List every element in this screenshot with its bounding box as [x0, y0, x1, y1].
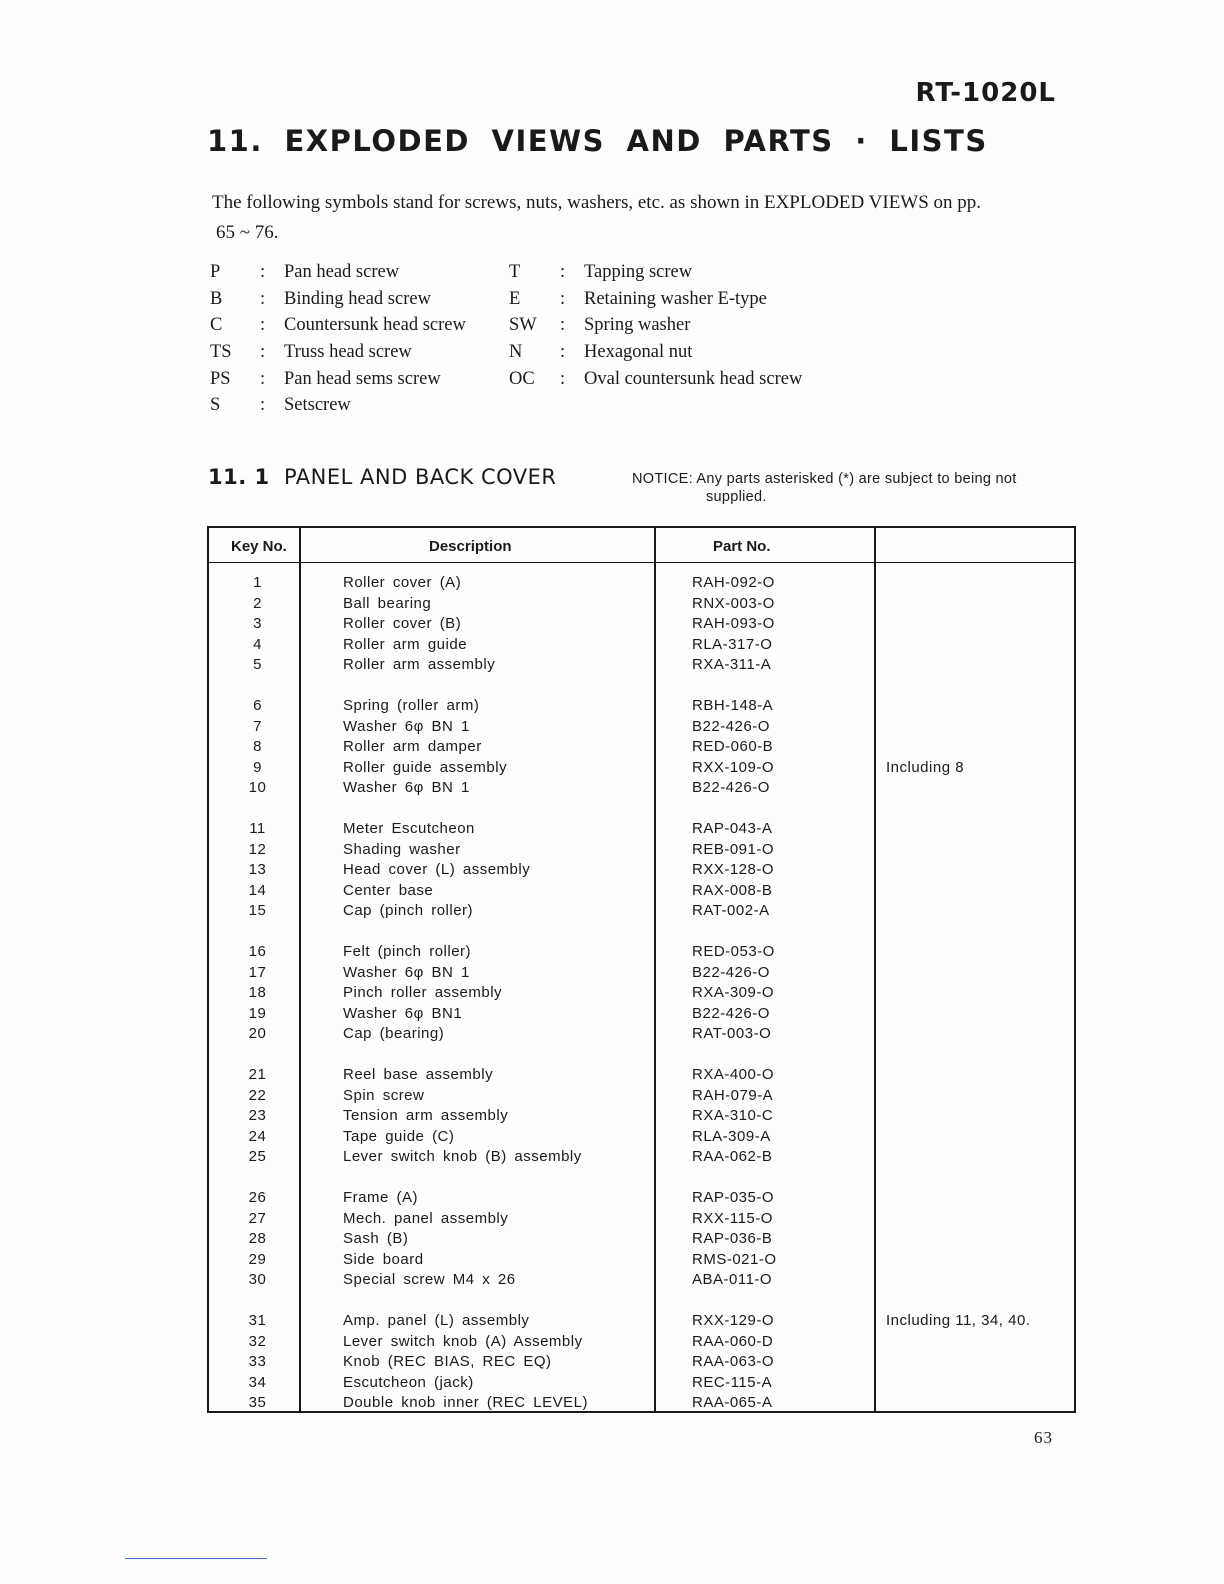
key-no: 19 [248, 1004, 267, 1022]
section-title [208, 465, 557, 489]
part-no: RAA-063-O [692, 1353, 775, 1370]
table-row [209, 595, 1074, 615]
description: Meter Escutcheon [343, 820, 475, 837]
table-row [209, 1353, 1074, 1373]
description: Washer 6φ BN 1 [343, 963, 470, 981]
part-no: RED-060-B [692, 738, 774, 755]
symbol-name: Pan head sems screw [284, 368, 441, 389]
table-row [209, 1210, 1074, 1230]
table-row [209, 820, 1074, 840]
part-no: RXA-311-A [692, 656, 772, 673]
table-row [209, 1312, 1074, 1332]
part-no: B22-426-O [692, 717, 770, 735]
symbol-colon: : [260, 288, 266, 309]
description: Tape guide (C) [343, 1127, 455, 1145]
part-no: RMS-021-O [692, 1250, 777, 1268]
description: Roller cover (B) [343, 615, 462, 632]
part-no: RAA-060-D [692, 1332, 774, 1350]
description: Washer 6φ BN 1 [343, 717, 470, 735]
part-no: RLA-309-A [692, 1127, 771, 1145]
table-row [209, 636, 1074, 656]
symbol-legend [210, 262, 910, 422]
key-no: 12 [248, 840, 267, 858]
table-row [209, 861, 1074, 881]
key-no: 17 [248, 963, 267, 981]
table-row [209, 1025, 1074, 1045]
part-no: RXX-109-O [692, 758, 775, 776]
part-no: RED-053-O [692, 943, 775, 960]
symbol-row [210, 262, 910, 289]
part-no: RXX-128-O [692, 861, 775, 878]
table-row [209, 841, 1074, 861]
table-row [209, 718, 1074, 738]
part-no: RAH-093-O [692, 615, 775, 632]
symbol-row [210, 315, 910, 342]
key-no: 9 [253, 758, 262, 776]
part-no: RAA-065-A [692, 1394, 773, 1411]
key-no: 16 [248, 943, 267, 960]
key-no: 23 [248, 1107, 267, 1124]
symbol-name: Truss head screw [284, 342, 412, 363]
model-number: RT-1020L [915, 78, 1056, 108]
symbol-name: Countersunk head screw [284, 315, 466, 336]
symbol-colon: : [260, 395, 266, 416]
description: Cap (bearing) [343, 1025, 445, 1042]
key-no: 21 [248, 1066, 267, 1083]
table-row [209, 1230, 1074, 1250]
description: Lever switch knob (A) Assembly [343, 1332, 583, 1350]
part-no: RAP-036-B [692, 1230, 773, 1247]
symbol-name: Binding head screw [284, 288, 431, 309]
part-no: B22-426-O [692, 779, 770, 796]
table-row [209, 964, 1074, 984]
description: Head cover (L) assembly [343, 861, 531, 878]
intro-line-2: 65 ~ 76. [216, 222, 279, 243]
symbol-code: B [210, 288, 223, 309]
key-no: 24 [248, 1127, 267, 1145]
description: Ball bearing [343, 594, 432, 612]
description: Washer 6φ BN1 [343, 1004, 463, 1022]
key-no: 8 [253, 738, 262, 755]
key-no: 33 [248, 1353, 267, 1370]
description: Mech. panel assembly [343, 1209, 509, 1227]
table-row [209, 779, 1074, 799]
part-no: REC-115-A [692, 1373, 773, 1391]
symbol-colon: : [260, 368, 266, 389]
key-no: 28 [248, 1230, 267, 1247]
description: Felt (pinch roller) [343, 943, 472, 960]
key-no: 15 [248, 902, 267, 919]
key-no: 1 [253, 574, 262, 591]
symbol-colon: : [260, 262, 266, 282]
key-no: 22 [248, 1086, 267, 1104]
part-no: RBH-148-A [692, 697, 774, 714]
table-header [209, 528, 1074, 563]
table-row [209, 656, 1074, 676]
symbol-name: Spring washer [584, 315, 691, 336]
symbol-colon: : [560, 342, 566, 363]
symbol-colon: : [260, 342, 266, 363]
key-no: 32 [248, 1332, 267, 1350]
table-row [209, 1333, 1074, 1353]
table-row [209, 697, 1074, 717]
part-no: REB-091-O [692, 840, 775, 858]
description: Washer 6φ BN 1 [343, 779, 470, 796]
description: Escutcheon (jack) [343, 1373, 474, 1391]
part-no: B22-426-O [692, 963, 770, 981]
table-row [209, 984, 1074, 1004]
table-row [209, 759, 1074, 779]
key-no: 35 [248, 1394, 267, 1411]
table-row [209, 738, 1074, 758]
part-no: RXX-129-O [692, 1312, 775, 1329]
key-no: 7 [253, 717, 262, 735]
table-row [209, 615, 1074, 635]
table-row [209, 1148, 1074, 1168]
key-no: 14 [248, 881, 267, 899]
table-row [209, 1005, 1074, 1025]
description: Double knob inner (REC LEVEL) [343, 1394, 588, 1411]
part-no: RXX-115-O [692, 1209, 773, 1227]
description: Roller arm assembly [343, 656, 496, 673]
table-row [209, 1128, 1074, 1148]
symbol-row [210, 289, 910, 316]
table-row [209, 1374, 1074, 1394]
key-no: 25 [248, 1148, 267, 1165]
section-number: 11. 1 [208, 465, 270, 489]
key-no: 10 [248, 779, 267, 796]
header-key-no: Key No. [231, 538, 287, 555]
part-no: RAH-079-A [692, 1086, 774, 1104]
page-number: 63 [1034, 1428, 1053, 1447]
symbol-name: Tapping screw [584, 262, 693, 282]
table-row [209, 1087, 1074, 1107]
symbol-row [210, 369, 910, 396]
symbol-code: TS [210, 342, 232, 363]
part-no: RLA-317-O [692, 635, 773, 653]
key-no: 4 [253, 635, 262, 653]
part-no: RAT-002-A [692, 902, 770, 919]
symbol-code: PS [210, 368, 231, 389]
header-description: Description [429, 538, 512, 555]
notice [632, 470, 1072, 506]
key-no: 6 [253, 697, 262, 714]
description: Spring (roller arm) [343, 697, 480, 714]
parts-table [207, 526, 1076, 1413]
part-no: B22-426-O [692, 1004, 770, 1022]
intro-line-1: The following symbols stand for screws, nuts, washers, etc. as shown in EXPLODED VIEWS on pp. [212, 192, 982, 213]
symbol-code: P [210, 262, 221, 282]
symbol-code: T [509, 262, 521, 282]
symbol-code: N [509, 342, 523, 363]
part-no: RAX-008-B [692, 881, 773, 899]
part-no: ABA-011-O [692, 1271, 773, 1288]
symbol-name: Oval countersunk head screw [584, 368, 803, 389]
key-no: 11 [249, 820, 266, 837]
key-no: 2 [253, 594, 262, 612]
description: Special screw M4 x 26 [343, 1271, 516, 1288]
symbol-row [210, 342, 910, 369]
intro-paragraph [212, 188, 1042, 248]
description: Center base [343, 881, 434, 899]
key-no: 29 [248, 1250, 267, 1268]
table-row [209, 1271, 1074, 1291]
key-no: 26 [248, 1189, 267, 1206]
section-heading: PANEL AND BACK COVER [283, 465, 557, 489]
symbol-code: S [210, 395, 221, 416]
key-no: 30 [248, 1271, 267, 1288]
symbol-code: OC [509, 368, 535, 389]
table-row [209, 1066, 1074, 1086]
table-row [209, 882, 1074, 902]
description: Roller arm damper [343, 738, 482, 755]
symbol-colon: : [560, 288, 566, 309]
description: Cap (pinch roller) [343, 902, 474, 919]
description: Knob (REC BIAS, REC EQ) [343, 1353, 552, 1370]
symbol-row [210, 395, 910, 422]
symbol-name: Hexagonal nut [584, 342, 693, 363]
key-no: 5 [253, 656, 262, 673]
symbol-name: Pan head screw [284, 262, 400, 282]
remarks: Including 8 [886, 758, 965, 776]
notice-line-1: NOTICE: Any parts asterisked (*) are subject to being not [632, 471, 1017, 487]
remarks: Including 11, 34, 40. [886, 1312, 1031, 1329]
key-no: 3 [253, 615, 262, 632]
description: Frame (A) [343, 1189, 418, 1206]
part-no: RAP-043-A [692, 820, 773, 837]
table-row [209, 1189, 1074, 1209]
table-row [209, 574, 1074, 594]
table-row [209, 1107, 1074, 1127]
key-no: 34 [248, 1373, 267, 1391]
key-no: 18 [248, 984, 267, 1001]
symbol-colon: : [560, 262, 566, 282]
part-no: RAP-035-O [692, 1189, 775, 1206]
description: Roller cover (A) [343, 574, 462, 591]
bottom-rule [125, 1558, 267, 1559]
table-row [209, 943, 1074, 963]
key-no: 27 [248, 1209, 267, 1227]
description: Roller arm guide [343, 635, 468, 653]
table-row [209, 1394, 1074, 1414]
symbol-code: C [210, 315, 223, 336]
part-no: RAT-003-O [692, 1025, 772, 1042]
symbol-name: Setscrew [284, 395, 351, 416]
description: Lever switch knob (B) assembly [343, 1148, 582, 1165]
symbol-colon: : [260, 315, 266, 336]
symbol-colon: : [560, 315, 566, 336]
description: Reel base assembly [343, 1066, 494, 1083]
symbol-name: Retaining washer E-type [584, 288, 767, 309]
chapter-title: 11. EXPLODED VIEWS AND PARTS · LISTS [207, 124, 988, 158]
symbol-colon: : [560, 368, 566, 389]
part-no: RAH-092-O [692, 574, 775, 591]
description: Pinch roller assembly [343, 984, 503, 1001]
header-part-no: Part No. [713, 538, 771, 555]
description: Shading washer [343, 840, 461, 858]
key-no: 31 [248, 1312, 267, 1329]
description: Roller guide assembly [343, 758, 508, 776]
part-no: RXA-310-C [692, 1107, 774, 1124]
table-row [209, 1251, 1074, 1271]
description: Tension arm assembly [343, 1107, 509, 1124]
notice-line-2: supplied. [706, 489, 767, 505]
description: Amp. panel (L) assembly [343, 1312, 530, 1329]
part-no: RXA-400-O [692, 1066, 775, 1083]
key-no: 20 [248, 1025, 267, 1042]
description: Sash (B) [343, 1230, 409, 1247]
key-no: 13 [248, 861, 267, 878]
table-row [209, 902, 1074, 922]
part-no: RAA-062-B [692, 1148, 773, 1165]
part-no: RXA-309-O [692, 984, 775, 1001]
description: Spin screw [343, 1086, 425, 1104]
symbol-code: E [509, 288, 521, 309]
symbol-code: SW [509, 315, 537, 336]
part-no: RNX-003-O [692, 594, 775, 612]
description: Side board [343, 1250, 424, 1268]
